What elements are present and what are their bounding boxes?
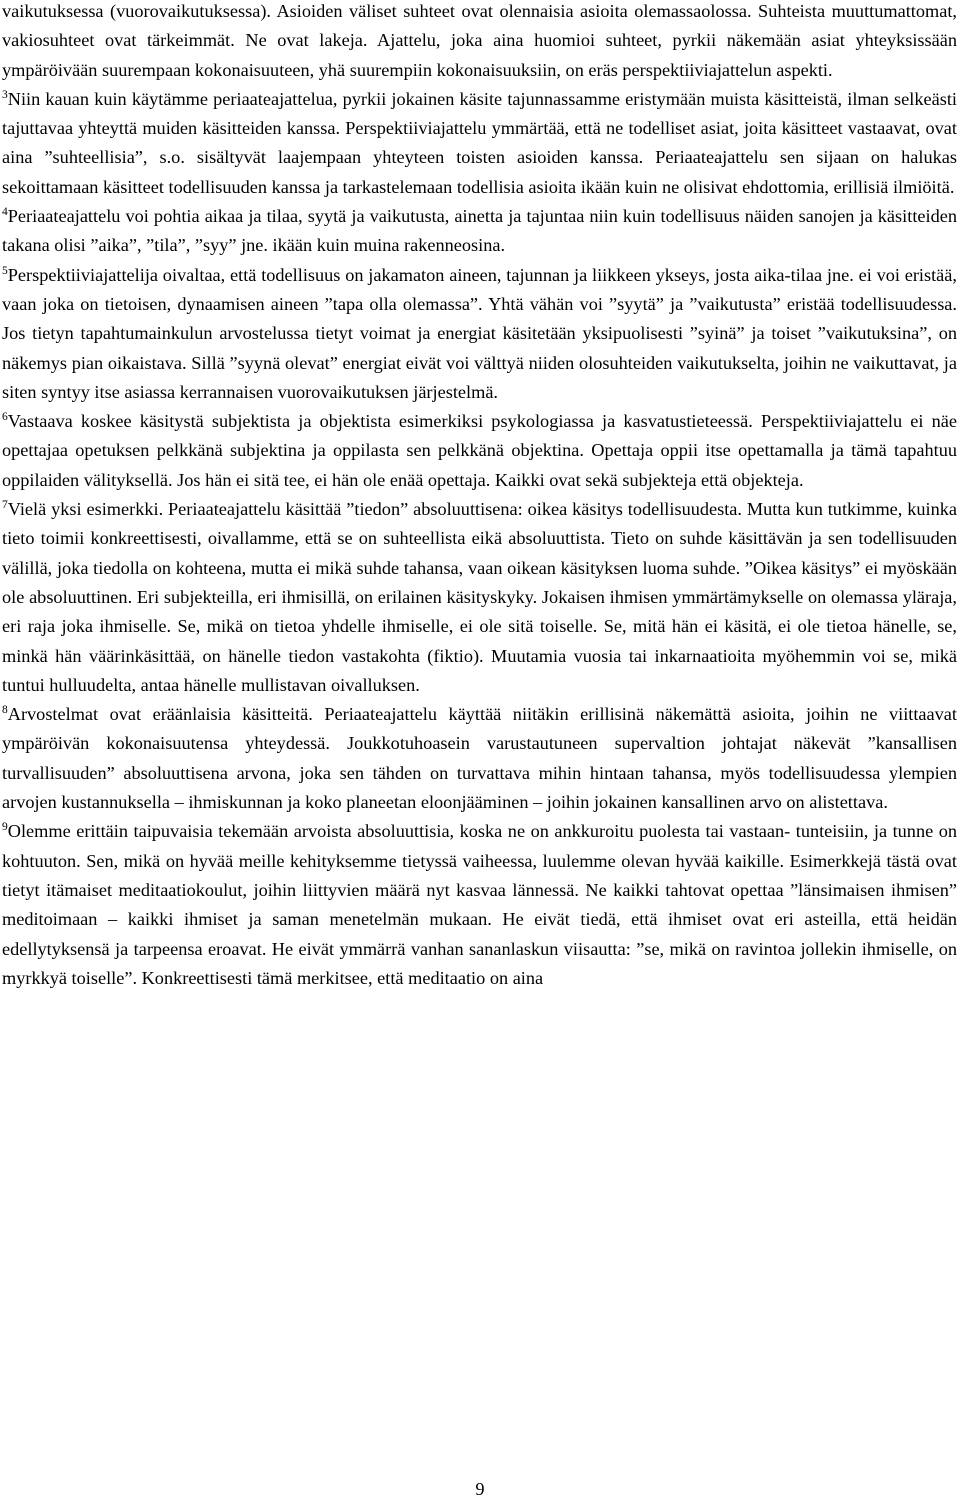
paragraph-text: Periaateajattelu voi pohtia aikaa ja tilaa, syytä ja vaikutusta, ainetta ja tajuntaa niin kuin todellisuus näiden sanojen ja käsitteiden takana olisi ”aika”, ”tila”, ”syy” jne. ikään kuin muina rakenneosina. [2,206,957,256]
body-text [2,0,957,993]
paragraph-text: Arvostelmat ovat eräänlaisia käsitteitä. Periaateajattelu käyttää niitäkin erillisinä näkemättä asioita, joihin ne viittaavat ympäröivän kokonaisuutensa yhteydessä. Joukkotuhoasein varustautuneen supervaltion johtajat näkevät ”kansallisen turvallisuuden” absoluuttisena arvona, joka sen tähden on turvattava mihin hintaan tahansa, myös todellisuudessa ylempien arvojen kustannuksella – ihmiskunnan ja koko planeetan eloonjääminen – joihin jokainen kansallinen arvo on alistettava. [2,704,957,813]
footnote-number: 5 [2,264,8,277]
paragraph [2,0,957,85]
paragraph-text: Perspektiiviajattelija oivaltaa, että todellisuus on jakamaton aineen, tajunnan ja liikkeen ykseys, josta aika-tilaa jne. ei voi eristää, vaan joka on tietoisen, dynaamisen aineen ”tapa olla olemassa”. Yhtä vähän voi ”syytä” ja ”vaikutusta” eristää todellisuudessa. Jos tietyn tapahtumainkulun arvostelussa tietyt voimat ja energiat käsitetään yksipuolisesti ”syinä” ja toiset ”vaikutuksina”, on näkemys pian oikaistava. Sillä ”syynä olevat” energiat eivät voi välttyä niiden olosuhteiden vaikutukselta, joihin ne vaikuttavat, ja siten syntyy itse asiassa kerrannaisen vuorovaikutuksen järjestelmä. [2,264,957,402]
paragraph [2,261,957,407]
paragraph [2,85,957,202]
paragraph [2,407,957,495]
footnote-number: 7 [2,499,8,512]
footnote-number: 8 [2,704,8,717]
footnote-number: 6 [2,411,8,424]
footnote-number: 9 [2,821,8,834]
paragraph [2,817,957,993]
footnote-number: 4 [2,206,8,219]
page-number: 9 [475,1479,485,1499]
paragraph-text: Niin kauan kuin käytämme periaateajattelua, pyrkii jokainen käsite tajunnassamme eristymään muista käsitteistä, ilman selkeästi tajuttavaa yhteyttä muiden käsitteiden kanssa. Perspektiiviajattelu ymmärtää, että ne todelliset asiat, joita käsitteet vastaavat, ovat aina ”suhteellisia”, s.o. sisältyvät laajempaan yhteyteen toisten asioiden kanssa. Periaateajattelu sen sijaan on halukas sekoittamaan käsitteet todellisuuden kanssa ja tarkastelemaan todellisia asioita ikään kuin ne olisivat ehdottomia, erillisiä ilmiöitä. [2,88,957,197]
paragraph [2,700,957,817]
footnote-number: 3 [2,88,8,101]
paragraph [2,495,957,700]
paragraph-text: Vastaava koskee käsitystä subjektista ja objektista esimerkiksi psykologiassa ja kasvatustieteessä. Perspektiiviajattelu ei näe opettajaa opetuksen pelkkänä subjektina ja oppilasta sen pelkkänä objektina. Opettaja oppii itse opettamalla ja tämä tapahtuu oppilaiden välityksellä. Jos hän ei sitä tee, ei hän ole enää opettaja. Kaikki ovat sekä subjekteja että objekteja. [2,411,957,490]
paragraph-text: Olemme erittäin taipuvaisia tekemään arvoista absoluuttisia, koska ne on ankkuroitu puolesta tai vastaan- tunteisiin, ja tunne on kohtuuton. Sen, mikä on hyvää meille kehityksemme tietyssä vaiheessa, luulemme olevan hyvää kaikille. Esimerkkejä tästä ovat tietyt itämaiset meditaatiokoulut, joihin liittyvien määrä nyt kasvaa lännessä. Ne kaikki tahtovat opettaa ”länsimaisen ihmisen” meditoimaan – kaikki ihmiset ja saman menetelmän mukaan. He eivät tiedä, että ihmiset ovat eri asteilla, että heidän edellytyksensä ja tarpeensa eroavat. He eivät ymmärrä vanhan sananlaskun viisautta: ”se, mikä on ravintoa jollekin ihmiselle, on myrkkyä toiselle”. Konkreettisesti tämä merkitsee, että meditaatio on aina [2,821,957,988]
paragraph [2,202,957,261]
paragraph-text: Vielä yksi esimerkki. Periaateajattelu käsittää ”tiedon” absoluuttisena: oikea käsitys todellisuudesta. Mutta kun tutkimme, kuinka tieto toimii konkreettisesti, oivallamme, että se on suhteellista eikä absoluuttista. Tieto on suhde käsittävän ja sen todellisuuden välillä, joka tiedolla on kohteena, mutta ei mikä suhde tahansa, vaan oikean käsityksen luoma suhde. ”Oikea käsitys” ei myöskään ole absoluuttinen. Eri subjekteilla, eri ihmisillä, on erilainen käsityskyky. Jokaisen ihmisen ymmärtämykselle on olemassa yläraja, eri raja joka ihmiselle. Se, mikä on tietoa yhdelle ihmiselle, ei ole sitä toiselle. Se, mitä hän ei käsitä, ei ole tietoa hänelle, se, minkä hän väärinkäsittää, on hänelle tiedon vastakohta (fiktio). Muutamia vuosia tai inkarnaatioita myöhemmin voi se, mikä tuntui hulluudelta, antaa hänelle mullistavan oivalluksen. [2,499,957,695]
paragraph-text: vaikutuksessa (vuorovaikutuksessa). Asioiden väliset suhteet ovat olennaisia asioita olemassaolossa. Suhteista muuttumattomat, vakiosuhteet ovat tärkeimmät. Ne ovat lakeja. Ajattelu, joka aina huomioi suhteet, pyrkii näkemään asiat yhteyksissään ympäröivään suurempaan kokonaisuuteen, yhä suurempiin kokonaisuuksiin, on eräs perspektiiviajattelun aspekti. [2,1,957,80]
